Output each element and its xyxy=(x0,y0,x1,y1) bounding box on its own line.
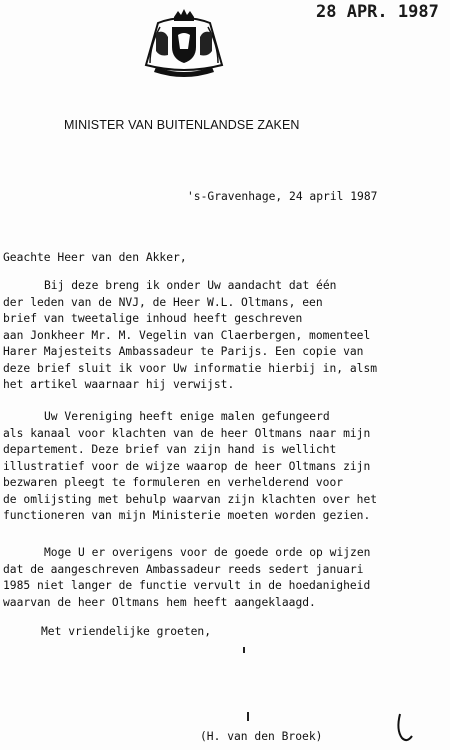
signature-name: (H. van den Broek) xyxy=(200,730,323,743)
text-line: functioneren van mijn Ministerie moeten worden gezien. xyxy=(3,509,371,522)
received-date-stamp: 28 APR. 1987 xyxy=(316,2,439,22)
text-line: als kanaal voor klachten van de heer Oltmans naar mijn xyxy=(3,426,371,440)
paragraph-2 xyxy=(3,409,377,525)
text-line: Bij deze breng ik onder Uw aandacht dat één xyxy=(44,279,337,292)
text-line: Harer Majesteits Ambassadeur te Parijs. Een copie van xyxy=(3,345,364,358)
text-line: de omlijsting met behulp waarvan zijn klachten over het xyxy=(3,492,378,506)
place-and-date: 's-Gravenhage, 24 april 1987 xyxy=(187,190,378,203)
paragraph-3 xyxy=(3,545,370,611)
text-line: der leden van de NVJ, de Heer W.L. Oltmans, een xyxy=(3,295,323,309)
text-line: aan Jonkheer Mr. M. Vegelin van Claerbergen, momenteel xyxy=(3,328,371,342)
ink-mark xyxy=(247,712,249,721)
text-line: Moge U er overigens voor de goede orde op wijzen xyxy=(44,546,371,559)
text-line: 1985 niet langer de functie vervult in de hoedanigheid xyxy=(3,579,371,592)
text-line: Uw Vereniging heeft enige malen gefungeerd xyxy=(44,410,330,423)
text-line: het artikel waarnaar hij verwijst. xyxy=(3,378,235,391)
ministry-letterhead: MINISTER VAN BUITENLANDSE ZAKEN xyxy=(64,118,300,132)
text-line: departement. Deze brief van zijn hand is wellicht xyxy=(3,443,337,456)
salutation: Geachte Heer van den Akker, xyxy=(3,251,187,264)
text-line: waarvan de heer Oltmans hem heeft aangeklaagd. xyxy=(3,595,316,609)
closing: Met vriendelijke groeten, xyxy=(41,625,212,638)
text-line: deze brief sluit ik voor Uw informatie hierbij in, alsm xyxy=(3,361,378,375)
ink-mark xyxy=(243,647,245,653)
signature-scribble-icon xyxy=(394,712,414,744)
paragraph-1 xyxy=(3,278,377,394)
text-line: brief van tweetalige inhoud heeft geschreven xyxy=(3,312,303,325)
text-line: bezwaren pleegt te formuleren en verhelderend voor xyxy=(3,476,344,489)
text-line: dat de aangeschreven Ambassadeur reeds sedert januari xyxy=(3,562,364,576)
coat-of-arms-icon xyxy=(138,5,230,81)
text-line: illustratief voor de wijze waarop de heer Oltmans zijn xyxy=(3,459,371,473)
